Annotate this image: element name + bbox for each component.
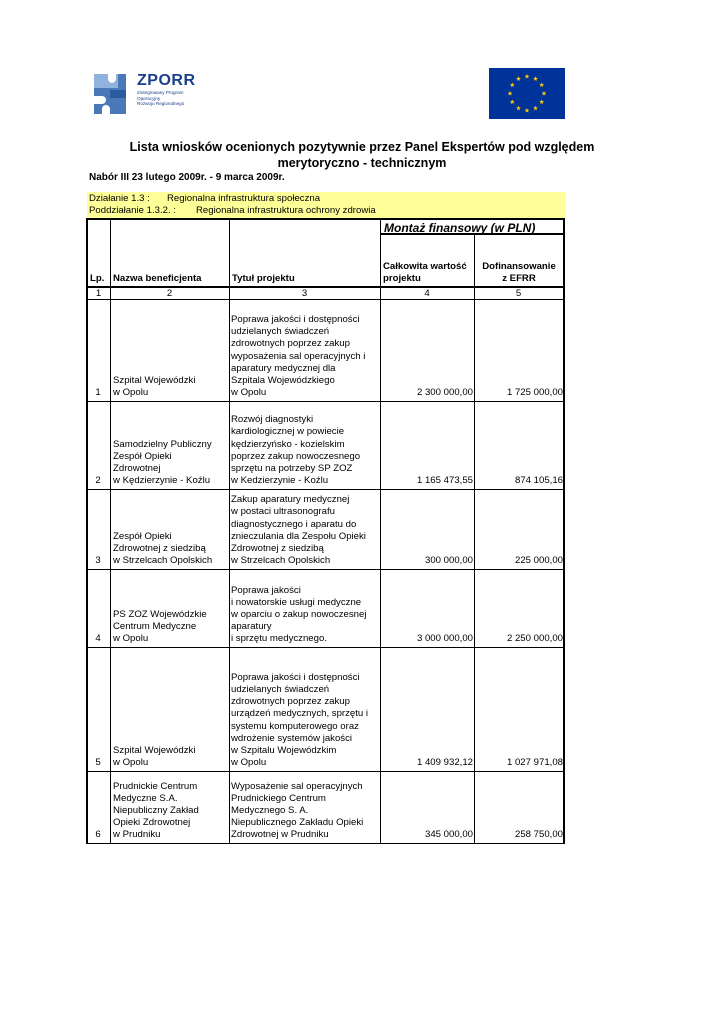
row-tytul-line: zdrowotnych poprzez zakup: [231, 696, 350, 708]
row-tytul-line: w Strzelcach Opolskich: [231, 554, 331, 566]
row-tytul-line: Zdrowotnej z siedzibą: [231, 542, 324, 554]
row-tytul: [231, 414, 381, 487]
row-beneficjent-line: Samodzielny Publiczny: [113, 438, 212, 450]
row-dofinansowanie: [475, 829, 563, 841]
row-tytul-line: kardiologicznej w powiecie: [231, 426, 345, 438]
row-tytul-line: aparatury: [231, 620, 272, 632]
row-lp-line: 2: [95, 474, 101, 486]
row-tytul-line: Wyposażenie sal operacyjnych: [231, 780, 363, 792]
column-divider: [474, 234, 475, 844]
row-beneficjent-line: Prudnickie Centrum: [113, 780, 198, 792]
row-tytul-line: aparatury medycznej dla: [231, 362, 336, 374]
row-calkowita: [381, 829, 473, 841]
row-calkowita: [381, 757, 473, 769]
row-tytul-line: znieczulania dla Zespołu Opieki: [231, 530, 366, 542]
row-beneficjent-line: w Prudniku: [113, 828, 161, 840]
row-beneficjent-line: w Kędzierzynie - Koźlu: [113, 474, 211, 486]
row-beneficjent-line: w Opolu: [113, 386, 149, 398]
row-tytul-line: w Szpitalu Wojewódzkim: [231, 744, 337, 756]
puzzle-icon: [88, 70, 132, 118]
page-subtitle: Nabór III 23 lutego 2009r. - 9 marca 2009r.: [89, 172, 285, 183]
row-dofinansowanie: [475, 757, 563, 769]
row-calkowita: [381, 555, 473, 567]
row-beneficjent-line: Medyczne S.A.: [113, 792, 178, 804]
row-dofinansowanie-line: 225 000,00: [514, 554, 563, 566]
row-tytul-line: Zakup aparatury medycznej: [231, 494, 350, 506]
column-divider: [110, 220, 111, 844]
row-tytul: [231, 314, 381, 399]
row-beneficjent-line: Zdrowotnej z siedzibą: [113, 542, 206, 554]
row-calkowita-line: 1 165 473,55: [416, 474, 473, 486]
row-divider: [87, 489, 565, 490]
row-lp: [87, 555, 109, 567]
header-calkowita: Całkowita wartość projektu: [383, 261, 467, 284]
action-banner: [87, 192, 565, 218]
row-tytul-line: poprzez zakup nowoczesnego: [231, 450, 361, 462]
row-divider: [87, 569, 565, 570]
column-divider: [229, 220, 230, 844]
montaz-header: Montaż finansowy (w PLN): [384, 221, 536, 235]
page-title: Lista wniosków ocenionych pozytywnie przez Panel Ekspertów pod względem merytoryczno - technicznym: [129, 140, 595, 170]
row-calkowita-line: 345 000,00: [424, 828, 473, 840]
row-beneficjent-line: Szpital Wojewódzki: [113, 744, 196, 756]
row-lp-line: 3: [95, 554, 101, 566]
row-dofinansowanie-line: 2 250 000,00: [506, 632, 563, 644]
row-calkowita-line: 2 300 000,00: [416, 386, 473, 398]
row-tytul-line: w oparciu o zakup nowoczesnej: [231, 608, 367, 620]
row-tytul-line: Szpitala Wojewódzkiego: [231, 374, 335, 386]
row-dofinansowanie-line: 258 750,00: [514, 828, 563, 840]
row-beneficjent-line: PS ZOZ Wojewódzkie: [113, 608, 207, 620]
row-lp: [87, 829, 109, 841]
table-border: [86, 218, 88, 844]
row-dofinansowanie-line: 874 105,16: [514, 474, 563, 486]
row-beneficjent: [113, 781, 229, 841]
header-dofinansowanie: Dofinansowanie z EFRR: [482, 261, 556, 284]
row-beneficjent: [113, 531, 229, 567]
row-tytul: [231, 585, 381, 645]
poddzialanie-line: Poddziałanie 1.3.2. : Regionalna infrastruktura ochrony zdrowia: [89, 205, 376, 216]
header-beneficjent: Nazwa beneficjenta: [113, 273, 202, 284]
row-beneficjent: [113, 609, 229, 645]
row-tytul-line: Rozwój diagnostyki: [231, 414, 314, 426]
row-tytul-line: kędzierzyńsko - kozielskim: [231, 438, 345, 450]
row-calkowita-line: 300 000,00: [424, 554, 473, 566]
row-lp-line: 5: [95, 756, 101, 768]
row-dofinansowanie: [475, 387, 563, 399]
row-tytul-line: diagnostycznego i aparatu do: [231, 518, 357, 530]
zporr-logo: [88, 70, 208, 120]
row-divider: [87, 299, 565, 300]
row-beneficjent-line: Zdrowotnej: [113, 462, 161, 474]
row-dofinansowanie: [475, 475, 563, 487]
row-tytul-line: udzielanych świadczeń: [231, 326, 330, 338]
zporr-wordmark: ZPORR: [137, 72, 196, 89]
row-beneficjent-line: w Strzelcach Opolskich: [113, 554, 213, 566]
row-tytul-line: wdrożenie systemów jakości: [231, 732, 353, 744]
row-tytul-line: Medycznego S. A.: [231, 804, 309, 816]
header-lp: Lp.: [90, 273, 105, 284]
row-tytul-line: Zdrowotnej w Prudniku: [231, 828, 329, 840]
row-lp: [87, 757, 109, 769]
column-number: 5: [515, 288, 522, 299]
row-tytul-line: systemu komputerowego oraz: [231, 720, 359, 732]
row-beneficjent-line: w Opolu: [113, 756, 149, 768]
row-beneficjent: [113, 745, 229, 769]
header-tytul: Tytuł projektu: [232, 273, 295, 284]
row-beneficjent-line: Zespół Opieki: [113, 450, 172, 462]
zporr-subtitle: Zintegrowany Program Operacyjny Rozwoju Regionalnego: [137, 90, 185, 107]
row-lp-line: 4: [95, 632, 101, 644]
row-lp: [87, 387, 109, 399]
row-divider: [87, 771, 565, 772]
row-tytul-line: Niepublicznego Zakładu Opieki: [231, 816, 364, 828]
row-lp-line: 1: [95, 386, 101, 398]
row-tytul-line: w postaci ultrasonografu: [231, 506, 335, 518]
column-number: 1: [95, 288, 102, 299]
column-number: 4: [424, 288, 430, 299]
row-beneficjent: [113, 375, 229, 399]
row-tytul-line: w Opolu: [231, 756, 267, 768]
row-calkowita-line: 1 409 932,12: [416, 756, 473, 768]
table-border: [87, 218, 565, 220]
row-beneficjent: [113, 439, 229, 487]
row-lp: [87, 633, 109, 645]
row-tytul-line: i nowatorskie usługi medyczne: [231, 596, 362, 608]
row-tytul-line: w Kedzierzynie - Koźlu: [231, 474, 329, 486]
eu-flag-icon: [489, 68, 565, 119]
row-lp-line: 6: [95, 828, 101, 840]
table-border: [563, 218, 565, 844]
row-beneficjent-line: Zespół Opieki: [113, 530, 172, 542]
row-calkowita-line: 3 000 000,00: [416, 632, 473, 644]
row-divider: [87, 647, 565, 648]
row-beneficjent-line: Niepubliczny Zakład: [113, 804, 199, 816]
column-number: 2: [166, 288, 173, 299]
row-tytul-line: Poprawa jakości: [231, 584, 301, 596]
row-calkowita: [381, 387, 473, 399]
row-tytul-line: udzielanych świadczeń: [231, 684, 330, 696]
row-dofinansowanie-line: 1 725 000,00: [506, 386, 563, 398]
row-dofinansowanie: [475, 555, 563, 567]
row-tytul-line: Poprawa jakości i dostępności: [231, 314, 360, 326]
row-tytul-line: i sprzętu medycznego.: [231, 632, 327, 644]
row-beneficjent-line: Szpital Wojewódzki: [113, 374, 196, 386]
row-tytul-line: w Opolu: [231, 386, 267, 398]
row-calkowita: [381, 475, 473, 487]
row-tytul-line: sprzętu na potrzeby SP ZOZ: [231, 462, 353, 474]
row-beneficjent-line: w Opolu: [113, 632, 149, 644]
row-divider: [87, 401, 565, 402]
dzialanie-line: Działanie 1.3 : Regionalna infrastruktura społeczna: [89, 193, 321, 204]
row-beneficjent-line: Opieki Zdrowotnej: [113, 816, 191, 828]
row-tytul-line: Prudnickiego Centrum: [231, 792, 326, 804]
row-dofinansowanie-line: 1 027 971,08: [506, 756, 563, 768]
row-tytul-line: wyposażenia sal operacyjnych i: [231, 350, 366, 362]
projects-table: [87, 218, 565, 844]
row-tytul-line: Poprawa jakości i dostępności: [231, 672, 360, 684]
column-number: 3: [301, 288, 308, 299]
table-border: [87, 843, 565, 844]
row-tytul: [231, 494, 381, 567]
row-tytul: [231, 672, 381, 769]
row-calkowita: [381, 633, 473, 645]
row-dofinansowanie: [475, 633, 563, 645]
row-tytul: [231, 781, 381, 841]
row-tytul-line: urządzeń medycznych, sprzętu i: [231, 708, 369, 720]
row-lp: [87, 475, 109, 487]
row-tytul-line: zdrowotnych poprzez zakup: [231, 338, 350, 350]
row-beneficjent-line: Centrum Medyczne: [113, 620, 197, 632]
